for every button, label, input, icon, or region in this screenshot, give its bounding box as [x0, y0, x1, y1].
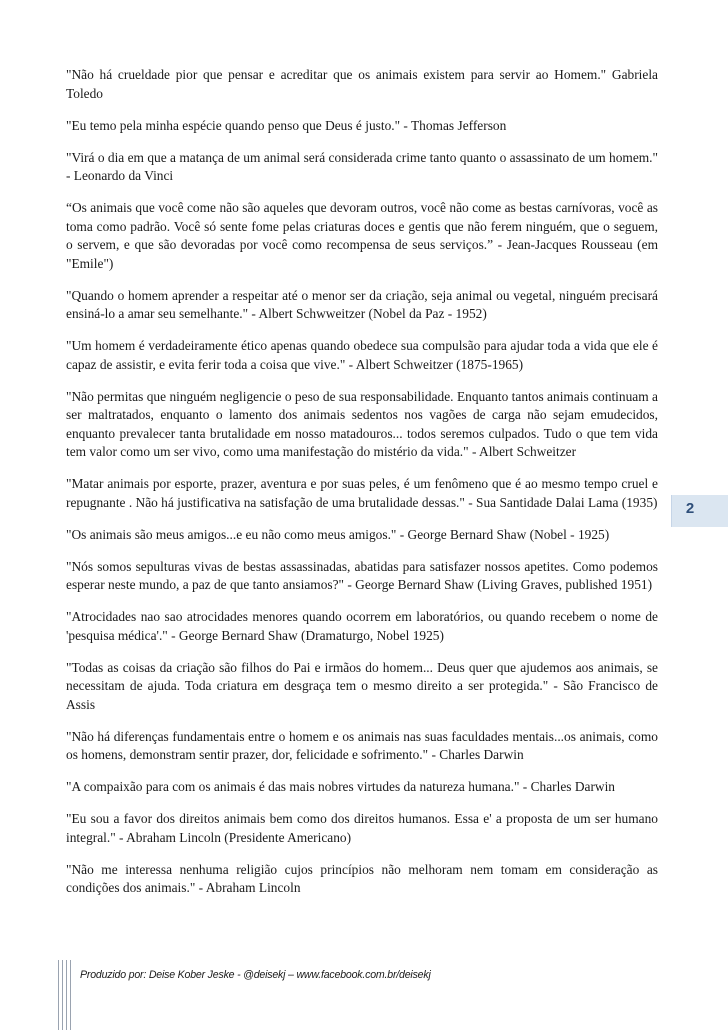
- page-number: 2: [685, 500, 695, 517]
- quote-paragraph: "Eu temo pela minha espécie quando penso que Deus é justo." - Thomas Jefferson: [66, 117, 507, 133]
- quote-paragraph: "Não há diferenças fundamentais entre o homem e os animais nas suas faculdades mentais...os animais, como os homens, demonstram sentir prazer, dor, felicidade e sofrimento." - Charles Darwin: [66, 728, 658, 762]
- quote-paragraph: “Os animais que você come não são aqueles que devoram outros, você não come as bestas carnívoras, você as toma como padrão. Você só sente fome pelas criaturas doces e gentis que não ferem ninguém, que o seguem, o servem, e que são devoradas por você como recompensa de seus serviços.” - Jean-Jacques Rousseau (em "Emile"): [66, 200, 658, 271]
- quote-paragraph: "Atrocidades nao sao atrocidades menores quando ocorrem em laboratórios, ou quando recebem o nome de 'pesquisa médica'." - George Bernard Shaw (Dramaturgo, Nobel 1925): [66, 609, 658, 643]
- quote-paragraph: "A compaixão para com os animais é das mais nobres virtudes da natureza humana." - Charles Darwin: [66, 779, 615, 794]
- quote-paragraph: "Nós somos sepulturas vivas de bestas assassinadas, abatidas para satisfazer nossos apetites. Como podemos esperar neste mundo, a paz de que tanto ansiamos?" - George Bernard Shaw (Living Graves, published 1951): [66, 558, 658, 592]
- quote-paragraph: "Não permitas que ninguém negligencie o peso de sua responsabilidade. Enquanto tantos animais continuam a ser maltratados, enquanto o lamento dos animais sedentos nos vagões de carga não sejam emudecidos, enquanto prevalecer tanta brutalidade em nosso matadouros... todos seremos culpados. Tudo o que tem vida tem valor como um ser vivo, como uma manifestação do mistério da vida." - Albert Schweitzer: [66, 388, 658, 459]
- quote-paragraph: "Um homem é verdadeiramente ético apenas quando obedece sua compulsão para ajudar toda a vida que ele é capaz de assistir, e evita ferir toda a coisa que vive." - Albert Schweitzer (1875-1965): [66, 338, 658, 372]
- quote-paragraph: "Virá o dia em que a matança de um animal será considerada crime tanto quanto o assassinato de um homem." - Leonardo da Vinci: [66, 149, 658, 183]
- quote-paragraph: "Matar animais por esporte, prazer, aventura e por suas peles, é um fenômeno que é ao mesmo tempo cruel e repugnante . Não há justificativa na satisfação de uma brutalidade dessas." - Sua Santidade Dalai Lama (1935): [66, 476, 658, 510]
- quote-paragraph: "Não há crueldade pior que pensar e acreditar que os animais existem para servir ao Homem." Gabriela Toledo: [66, 67, 658, 101]
- page-number-tab: [671, 495, 728, 527]
- footer-decoration-bars: [58, 960, 78, 1030]
- quote-paragraph: "Todas as coisas da criação são filhos do Pai e irmãos do homem... Deus quer que ajudemos aos animais, se necessitam de ajuda. Toda criatura em desgraça tem o mesmo direito a ser protegida." - São Francisco de Assis: [66, 659, 658, 712]
- quote-paragraph: "Não me interessa nenhuma religião cujos princípios não melhoram nem tomam em consideração as condições dos animais." - Abraham Lincoln: [66, 861, 658, 895]
- quote-paragraph: "Quando o homem aprender a respeitar até o menor ser da criação, seja animal ou vegetal, ninguém precisará ensiná-lo a amar seu semelhante." - Albert Schwweitzer (Nobel da Paz - 1952): [66, 287, 658, 321]
- quotes-body: [66, 66, 658, 911]
- footer-credit: Produzido por: Deise Kober Jeske - @deisekj – www.facebook.com.br/deisekj: [80, 969, 431, 981]
- quote-paragraph: "Os animais são meus amigos...e eu não como meus amigos." - George Bernard Shaw (Nobel - 1925): [66, 526, 610, 542]
- quote-paragraph: "Eu sou a favor dos direitos animais bem como dos direitos humanos. Essa e' a proposta de um ser humano integral." - Abraham Lincoln (Presidente Americano): [66, 811, 658, 845]
